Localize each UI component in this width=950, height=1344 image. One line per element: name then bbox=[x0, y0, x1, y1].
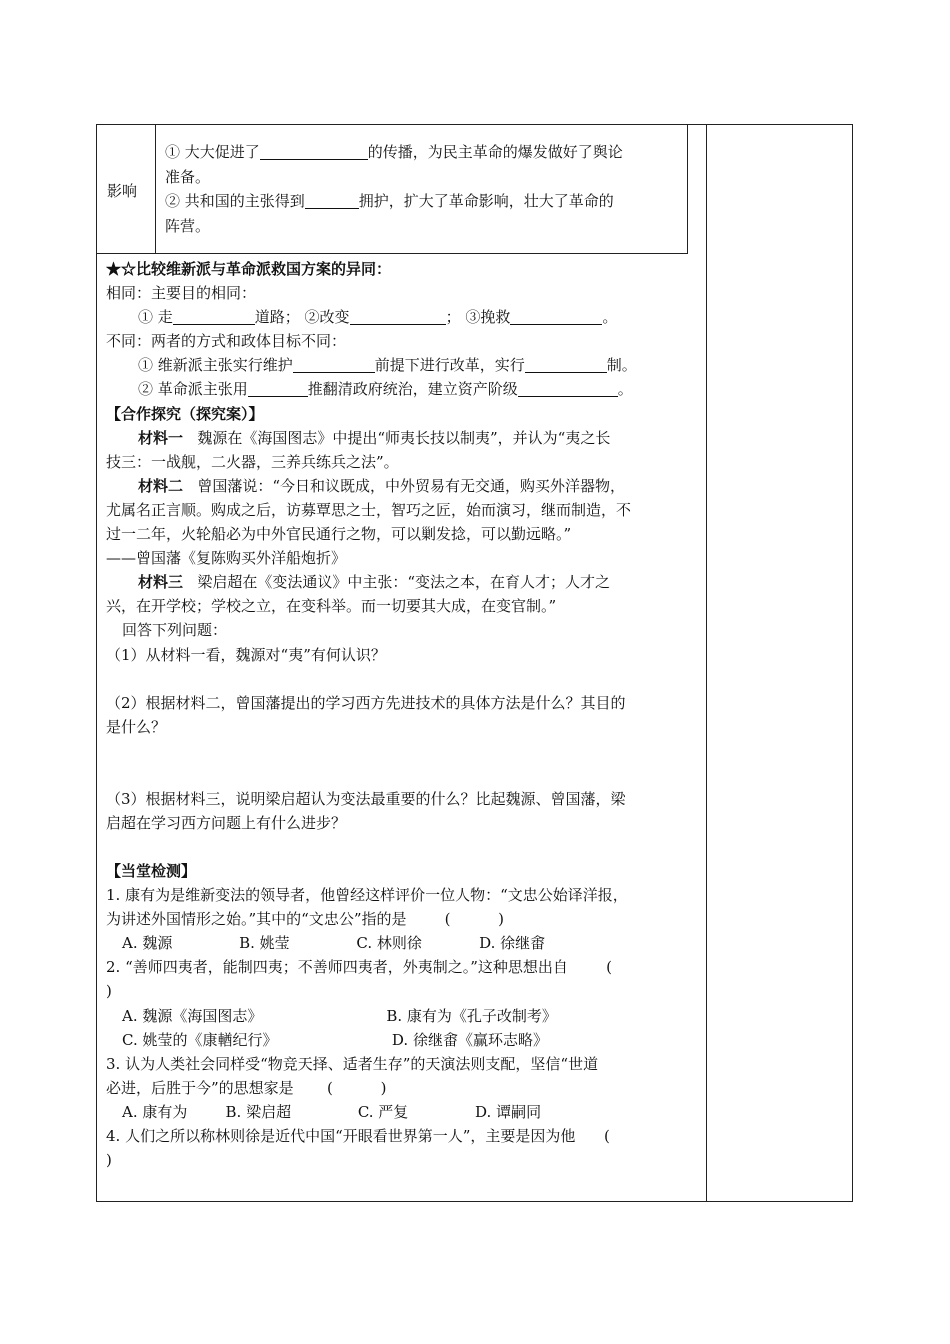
diff-item-1: ① 维新派主张实行维护 前提下进行改革，实行 制。 bbox=[138, 356, 637, 375]
test-title: 【当堂检测】 bbox=[106, 861, 197, 880]
material-2-label: 材料二 bbox=[138, 476, 184, 495]
fill-blank[interactable] bbox=[305, 193, 359, 209]
side-column-divider bbox=[706, 124, 707, 1202]
fill-blank[interactable] bbox=[293, 357, 375, 373]
material-3-line-2: 兴，在开学校；学校之立，在变科举。而一切要其大成，在变官制。” bbox=[106, 597, 557, 616]
fill-blank[interactable] bbox=[350, 309, 446, 325]
answer-prompt: 回答下列问题： bbox=[122, 621, 228, 640]
fill-blank[interactable] bbox=[510, 309, 602, 325]
answer-space[interactable] bbox=[106, 835, 696, 859]
fill-blank[interactable] bbox=[518, 381, 618, 397]
influence-table-divider bbox=[155, 124, 156, 254]
material-2-line-1: 材料二 曾国藩说：“今日和议既成，中外贸易有无交通，购买外洋器物， bbox=[138, 476, 625, 495]
question-1: （1）从材料一看，魏源对“夷”有何认识？ bbox=[106, 645, 386, 664]
influence-item-2-cont: 阵营。 bbox=[165, 216, 211, 235]
fill-blank[interactable] bbox=[525, 357, 607, 373]
influence-item-1: ① 大大促进了 的传播，为民主革命的爆发做好了舆论 bbox=[165, 143, 623, 161]
influence-label: 影响 bbox=[107, 182, 138, 200]
same-title: 相同：主要目的相同： bbox=[106, 284, 257, 303]
test-q2-line-1: 2. “善师四夷者，能制四夷；不善师四夷者，外夷制之。”这种思想出自 ( bbox=[106, 958, 612, 977]
test-q2-options-ab[interactable]: A. 魏源《海国图志》 B. 康有为《孔子改制考》 bbox=[122, 1006, 557, 1025]
test-q1-line-1: 1. 康有为是维新变法的领导者，他曾经这样评价一位人物：“文忠公始译洋报， bbox=[106, 886, 628, 905]
fill-blank[interactable] bbox=[173, 309, 255, 325]
material-3-line-1: 材料三 梁启超在《变法通议》中主张：“变法之本，在育人才；人才之 bbox=[138, 573, 610, 592]
explore-title: 【合作探究（探究案）】 bbox=[106, 404, 264, 423]
test-q2-options-cd[interactable]: C. 姚莹的《康輶纪行》 D. 徐继畬《赢环志略》 bbox=[122, 1030, 548, 1049]
material-1-line-2: 技三：一战舰，二火器，三养兵练兵之法”。 bbox=[106, 452, 399, 471]
material-2-source: ——曾国藩《复陈购买外洋船炮折》 bbox=[106, 549, 347, 568]
answer-space[interactable] bbox=[106, 667, 696, 691]
material-1-line-1: 材料一 魏源在《海国图志》中提出“师夷长技以制夷”，并认为“夷之长 bbox=[138, 428, 611, 447]
question-3-line-2: 启超在学习西方问题上有什么进步？ bbox=[106, 813, 347, 832]
material-2-line-2: 尤属名正言顺。购成之后，访募覃思之士，智巧之匠，始而演习，继而制造，不 bbox=[106, 500, 632, 519]
test-q3-line-1: 3. 认为人类社会同样受“物竞天择、适者生存”的天演法则支配，坚信“世道 bbox=[106, 1054, 599, 1073]
test-q3-line-2: 必进，后胜于今”的思想家是 ( ) bbox=[106, 1078, 387, 1097]
test-q1-options[interactable]: A. 魏源 B. 姚莹 C. 林则徐 D. 徐继畬 bbox=[122, 934, 546, 953]
diff-item-2: ② 革命派主张用 推翻清政府统治，建立资产阶级 。 bbox=[138, 380, 633, 399]
test-q4-line-2: ) bbox=[106, 1151, 112, 1170]
material-2-line-3: 过一二年，火轮船必为中外官民通行之物，可以剿发捻，可以勤远略。” bbox=[106, 525, 572, 544]
influence-item-1-cont: 准备。 bbox=[165, 167, 211, 186]
compare-title: ★☆比较维新派与革命派救国方案的异同： bbox=[106, 260, 392, 278]
question-3-line-1: （3）根据材料三，说明梁启超认为变法最重要的什么？比起魏源、曾国藩，梁 bbox=[106, 789, 626, 808]
question-2-line-1: （2）根据材料二，曾国藩提出的学习西方先进技术的具体方法是什么？其目的 bbox=[106, 693, 626, 712]
test-q4-line-1: 4. 人们之所以称林则徐是近代中国“开眼看世界第一人”，主要是因为他 ( bbox=[106, 1127, 610, 1145]
influence-item-2: ② 共和国的主张得到 拥护，扩大了革命影响，壮大了革命的 bbox=[165, 192, 614, 210]
influence-content bbox=[165, 140, 680, 238]
main-content bbox=[106, 257, 696, 1172]
fill-blank[interactable] bbox=[248, 381, 308, 397]
material-1-label: 材料一 bbox=[138, 428, 184, 447]
diff-title: 不同：两者的方式和政体目标不同： bbox=[106, 332, 347, 351]
test-q1-line-2: 为讲述外国情形之始。”其中的“文忠公”指的是 ( ) bbox=[106, 910, 505, 929]
test-q2-line-2: ) bbox=[106, 982, 112, 1001]
material-3-label: 材料三 bbox=[138, 573, 184, 592]
answer-space[interactable] bbox=[106, 739, 696, 787]
fill-blank[interactable] bbox=[260, 144, 368, 160]
question-2-line-2: 是什么？ bbox=[106, 717, 167, 736]
same-items: ① 走 道路； ②改变 ； ③挽救 。 bbox=[138, 308, 618, 327]
test-q3-options[interactable]: A. 康有为 B. 梁启超 C. 严复 D. 谭嗣同 bbox=[122, 1102, 542, 1121]
